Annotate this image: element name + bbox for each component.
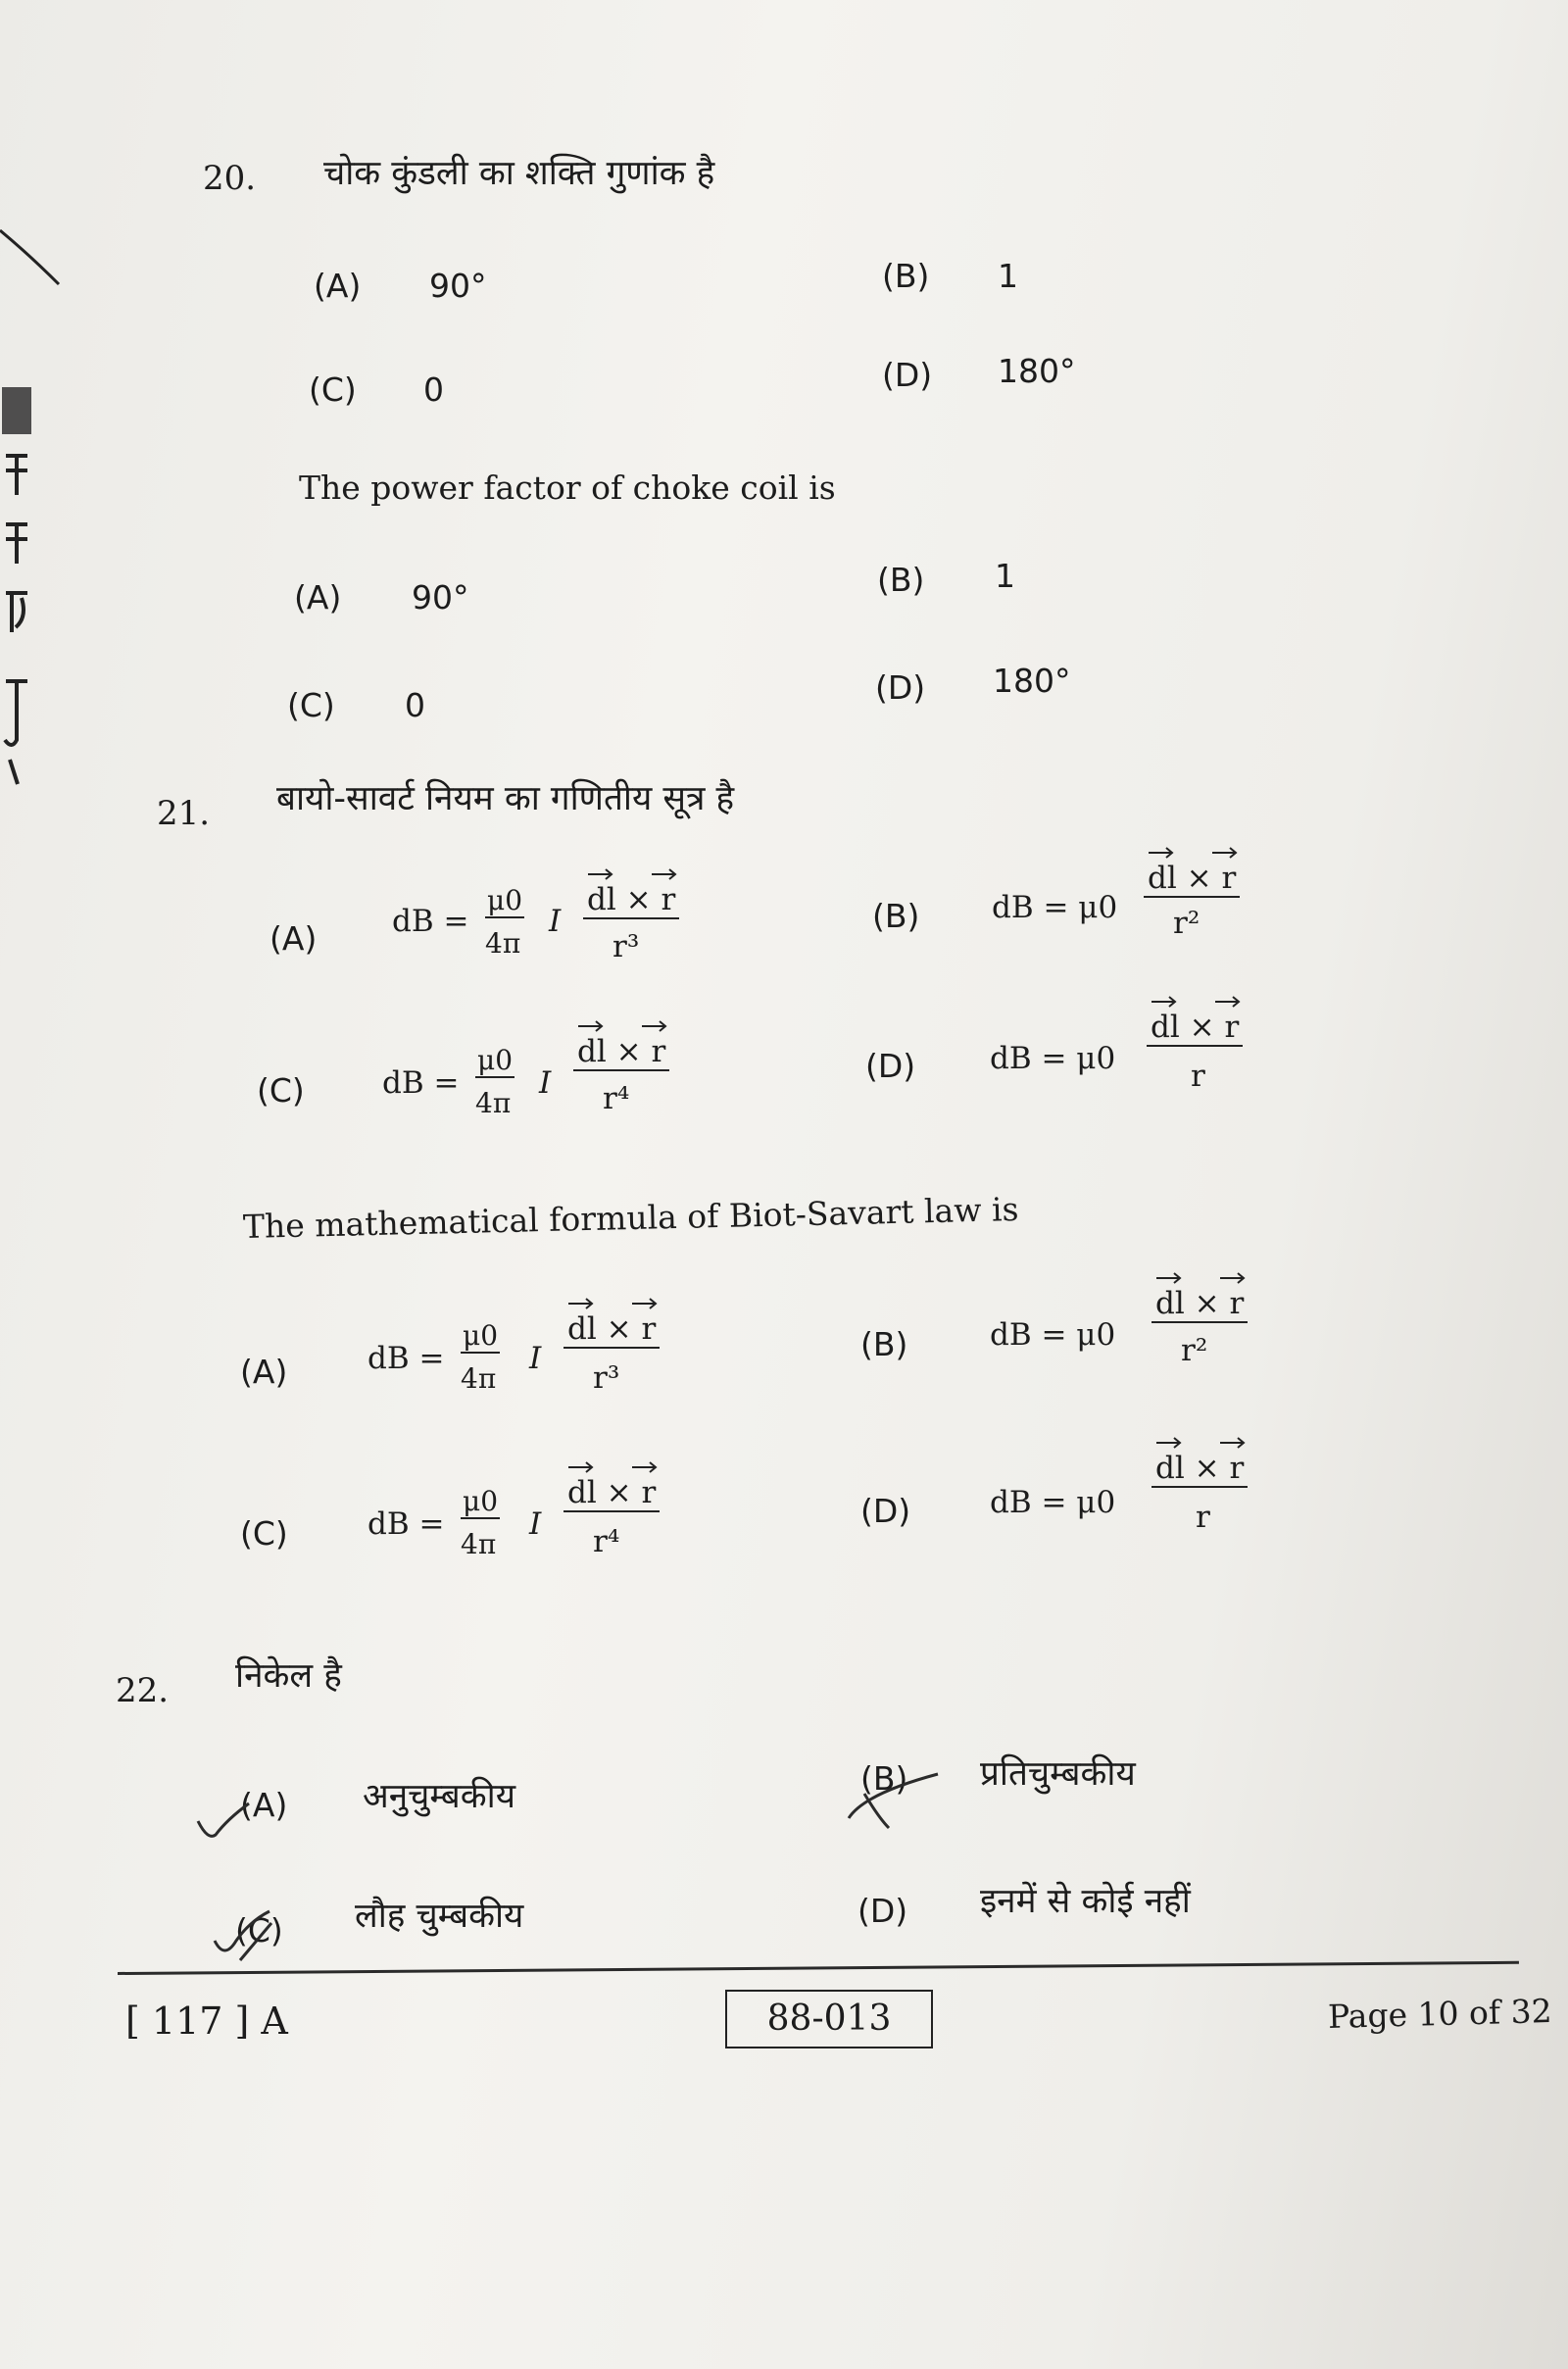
formula-lhs: dB = μ0 (990, 1485, 1116, 1520)
formula-lhs: dB = μ0 (990, 1041, 1116, 1076)
q21-en-option-b-label: (B) (860, 1325, 908, 1363)
q21-en-option-c-label: (C) (240, 1514, 288, 1553)
formula-den: r² (1173, 906, 1200, 941)
formula-current: I (549, 904, 562, 939)
q20-en-option-a-value: 90° (412, 578, 469, 617)
formula-coef-den: 4π (461, 1528, 497, 1560)
q21-number: 21. (157, 794, 211, 833)
q21-hi-option-d-label: (D) (865, 1047, 916, 1085)
q22-option-d-label: (D) (858, 1892, 908, 1930)
q22-hindi-question: निकेल है (235, 1656, 342, 1696)
q20-hi-option-d-value: 180° (998, 352, 1076, 390)
vector-arrows-icon (1152, 1266, 1259, 1286)
vector-arrows-icon (583, 863, 691, 882)
q22-number: 22. (116, 1671, 170, 1710)
formula-lhs: dB = (368, 1341, 445, 1376)
edge-pen-mark (0, 225, 69, 294)
formula-num: dl × r (1152, 1286, 1248, 1323)
hand-tick-mark-icon (194, 1784, 253, 1843)
footer-set-code: [ 117 ] A (125, 1999, 288, 2043)
vector-arrows-icon (573, 1014, 681, 1034)
q20-english-question: The power factor of choke coil is (299, 469, 836, 507)
formula-den: r⁴ (593, 1524, 620, 1559)
q20-en-option-b-value: 1 (995, 557, 1015, 595)
q21-en-formula-d (990, 1431, 1264, 1554)
formula-lhs: dB = μ0 (992, 890, 1118, 925)
formula-lhs: dB = μ0 (990, 1317, 1116, 1353)
formula-current: I (529, 1341, 542, 1376)
q21-hi-formula-b (992, 841, 1266, 959)
formula-coef-num: μ0 (487, 884, 523, 916)
formula-num: dl × r (1147, 1010, 1243, 1047)
q21-hi-option-a-label: (A) (270, 919, 318, 958)
formula-current: I (539, 1065, 552, 1101)
q22-option-a-label: (A) (240, 1786, 288, 1824)
formula-den: r (1191, 1059, 1205, 1094)
hand-cross-mark-icon (845, 1764, 943, 1833)
q21-en-option-d-label: (D) (860, 1492, 911, 1530)
q20-hi-option-c-label: (C) (309, 370, 357, 409)
q21-en-formula-a (368, 1292, 681, 1414)
formula-den: r (1196, 1500, 1210, 1535)
q20-hi-option-a-label: (A) (314, 267, 362, 305)
formula-num: dl × r (583, 882, 679, 919)
edge-binding-text (0, 387, 41, 799)
q20-hi-option-b-label: (B) (882, 257, 930, 295)
formula-den: r³ (612, 929, 640, 964)
q20-number: 20. (203, 159, 257, 198)
q20-en-option-b-label: (B) (877, 561, 925, 599)
hand-tick-mark-icon (211, 1901, 289, 1970)
q22-option-b-value: प्रतिचुम्बकीय (980, 1754, 1136, 1794)
q22-option-c-value: लौह चुम्बकीय (355, 1897, 524, 1936)
q21-hi-option-b-label: (B) (872, 897, 920, 935)
q22-option-d-value: इनमें से कोई नहीं (980, 1882, 1191, 1921)
footer-paper-code: 88-013 (725, 1990, 933, 2048)
q21-hi-formula-c (382, 1014, 696, 1132)
vector-arrows-icon (1147, 990, 1254, 1010)
q21-english-question: The mathematical formula of Biot-Savart law is (242, 1190, 1019, 1246)
q21-hindi-question: बायो-सावर्ट नियम का गणितीय सूत्र है (276, 779, 735, 818)
q20-hindi-question: चोक कुंडली का शक्ति गुणांक है (323, 154, 715, 193)
q20-en-option-d-label: (D) (875, 668, 926, 707)
vector-arrows-icon (564, 1456, 671, 1475)
q20-hi-option-c-value: 0 (423, 370, 444, 409)
formula-den: r³ (593, 1360, 620, 1396)
q21-en-formula-c (368, 1456, 681, 1578)
q21-en-formula-b (990, 1266, 1264, 1389)
q21-en-option-a-label: (A) (240, 1353, 288, 1391)
formula-lhs: dB = (392, 904, 469, 939)
formula-coef-num: μ0 (477, 1044, 514, 1076)
vector-arrows-icon (1144, 841, 1251, 861)
formula-num: dl × r (1152, 1451, 1248, 1488)
formula-lhs: dB = (382, 1065, 460, 1101)
formula-den: r² (1181, 1333, 1208, 1368)
formula-coef-den: 4π (475, 1087, 512, 1119)
formula-coef-num: μ0 (463, 1485, 499, 1517)
formula-lhs: dB = (368, 1506, 445, 1542)
formula-current: I (529, 1506, 542, 1542)
vector-arrows-icon (1152, 1431, 1259, 1451)
formula-num: dl × r (1144, 861, 1240, 898)
q20-en-option-a-label: (A) (294, 578, 342, 617)
footer-page-number: Page 10 of 32 (1327, 1992, 1553, 2036)
q20-en-option-c-value: 0 (405, 686, 425, 724)
footer-divider (118, 1961, 1519, 1975)
q21-hi-formula-a (392, 863, 706, 980)
formula-coef-den: 4π (461, 1362, 497, 1395)
formula-num: dl × r (573, 1034, 669, 1071)
q22-option-c-label: (C) (235, 1911, 283, 1949)
vector-arrows-icon (564, 1292, 671, 1311)
formula-den: r⁴ (603, 1081, 630, 1116)
q22-option-b-label: (B) (860, 1759, 908, 1798)
q21-hi-option-c-label: (C) (257, 1071, 305, 1110)
q21-hi-formula-d (990, 990, 1264, 1108)
q20-en-option-d-value: 180° (993, 662, 1071, 700)
formula-num: dl × r (564, 1475, 660, 1512)
q20-hi-option-a-value: 90° (429, 267, 487, 305)
formula-num: dl × r (564, 1311, 660, 1349)
q20-hi-option-d-label: (D) (882, 356, 933, 394)
q22-option-a-value: अनुचुम्बकीय (363, 1777, 515, 1816)
formula-coef-den: 4π (485, 927, 521, 960)
q20-hi-option-b-value: 1 (998, 257, 1018, 295)
formula-coef-num: μ0 (463, 1319, 499, 1352)
q20-en-option-c-label: (C) (287, 686, 335, 724)
